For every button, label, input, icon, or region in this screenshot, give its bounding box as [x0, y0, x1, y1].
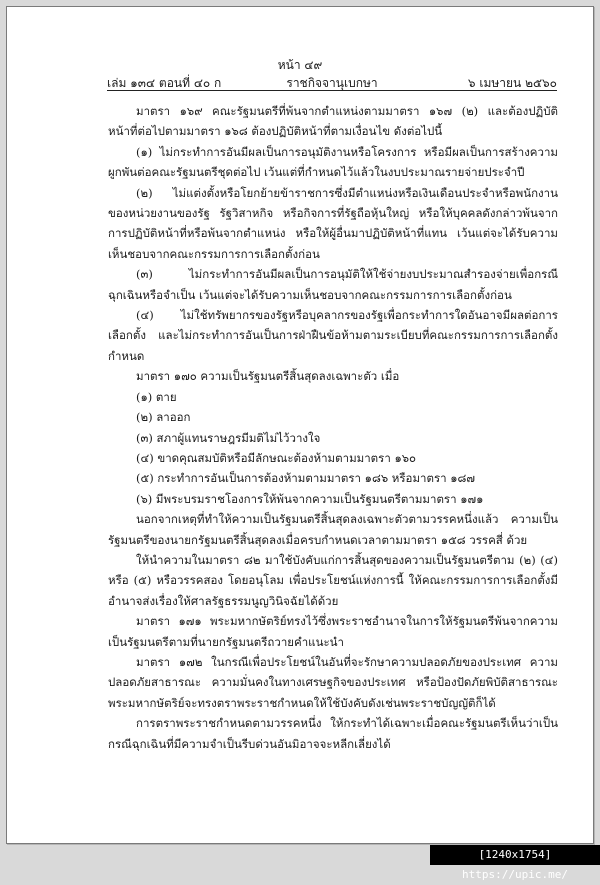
paragraph: (๒) ลาออก	[136, 410, 191, 425]
paragraph: (๖) มีพระบรมราชโองการให้พ้นจากความเป็นรัฐมนตรีตามมาตรา ๑๗๑	[136, 491, 484, 506]
paragraph: การตราพระราชกำหนดตามวรรคหนึ่ง ให้กระทำได้เฉพาะเมื่อคณะรัฐมนตรีเห็นว่าเป็นกรณีฉุกเฉินที่มีความจำเป็นรีบด่วนอันมิอาจจะหลีกเลี่ยงได้	[108, 716, 558, 751]
gazette-header	[107, 74, 557, 91]
paragraph: ให้นำความในมาตรา ๘๒ มาใช้บังคับแก่การสิ้นสุดของความเป็นรัฐมนตรีตาม (๒) (๔) หรือ (๕) หรือวรรคสอง โดยอนุโลม เพื่อประโยชน์แห่งการนี้ ให้คณะกรรมการการเลือกตั้งมีอำนาจส่งเรื่องให้ศาลรัฐธรรมนูญวินิจฉัยได้ด้วย	[108, 552, 558, 608]
paragraph: (๕) กระทำการอันเป็นการต้องห้ามตามมาตรา ๑๘๖ หรือมาตรา ๑๘๗	[136, 471, 476, 486]
page-number: หน้า ๔๙	[277, 58, 323, 72]
volume-info: เล่ม ๑๓๔ ตอนที่ ๔๐ ก	[107, 76, 222, 90]
paragraph: (๑) ตาย	[136, 389, 177, 404]
image-size-watermark: [1240x1754] https://upic.me/	[430, 845, 600, 865]
paragraph: (๔) ไม่ใช้ทรัพยากรของรัฐหรือบุคลากรของรัฐเพื่อกระทำการใดอันอาจมีผลต่อการเลือกตั้ง และไม่กระทำการอันเป็นการฝ่าฝืนข้อห้ามตามระเบียบที่คณะกรรมการการเลือกตั้งกำหนด	[108, 308, 558, 363]
paragraph: มาตรา ๑๖๙ คณะรัฐมนตรีที่พ้นจากตำแหน่งตามมาตรา ๑๖๗ (๒) และต้องปฏิบัติหน้าที่ต่อไปตามมาตรา ๑๖๘ ต้องปฏิบัติหน้าที่ตามเงื่อนไข ดังต่อไปนี้	[108, 104, 558, 139]
paragraph: (๒) ไม่แต่งตั้งหรือโยกย้ายข้าราชการซึ่งมีตำแหน่งหรือเงินเดือนประจำหรือพนักงานของหน่วยงานของรัฐ รัฐวิสาหกิจ หรือกิจการที่รัฐถือหุ้นใหญ่ หรือให้บุคคลดังกล่าวพ้นจากการปฏิบัติหน้าที่หรือพ้นจากตำแหน่ง หรือให้ผู้อื่นมาปฏิบัติหน้าที่แทน เว้นแต่จะได้รับความเห็นชอบจากคณะกรรมการการเลือกตั้งก่อน	[108, 185, 558, 261]
paragraph: (๓) สภาผู้แทนราษฎรมีมติไม่ไว้วางใจ	[136, 430, 321, 445]
paragraph: มาตรา ๑๗๒ ในกรณีเพื่อประโยชน์ในอันที่จะรักษาความปลอดภัยของประเทศ ความปลอดภัยสาธารณะ ความมั่นคงในทางเศรษฐกิจของประเทศ หรือป้องปัดภัยพิบัติสาธารณะ พระมหากษัตริย์จะทรงตราพระราชกำหนดให้ใช้บังคับดังเช่นพระราชบัญญัติก็ได้	[108, 654, 558, 710]
gazette-name: ราชกิจจานุเบกษา	[286, 76, 378, 90]
paragraph: มาตรา ๑๗๐ ความเป็นรัฐมนตรีสิ้นสุดลงเฉพาะตัว เมื่อ	[136, 369, 400, 384]
issue-date: ๖ เมษายน ๒๕๖๐	[467, 76, 557, 90]
paragraph: นอกจากเหตุที่ทำให้ความเป็นรัฐมนตรีสิ้นสุดลงเฉพาะตัวตามวรรคหนึ่งแล้ว ความเป็นรัฐมนตรีของนายกรัฐมนตรีสิ้นสุดลงเมื่อครบกำหนดเวลาตามมาตรา ๑๕๘ วรรคสี่ ด้วย	[108, 512, 558, 547]
paragraph: (๓) ไม่กระทำการอันมีผลเป็นการอนุมัติให้ใช้จ่ายงบประมาณสำรองจ่ายเพื่อกรณีฉุกเฉินหรือจำเป็น เว้นแต่จะได้รับความเห็นชอบจากคณะกรรมการการเลือกตั้งก่อน	[108, 267, 558, 302]
paragraph: (๑) ไม่กระทำการอันมีผลเป็นการอนุมัติงานหรือโครงการ หรือมีผลเป็นการสร้างความผูกพันต่อคณะรัฐมนตรีชุดต่อไป เว้นแต่ที่กำหนดไว้แล้วในงบประมาณรายจ่ายประจำปี	[108, 144, 558, 180]
document-body	[108, 101, 558, 754]
paragraph: (๔) ขาดคุณสมบัติหรือมีลักษณะต้องห้ามตามมาตรา ๑๖๐	[136, 450, 417, 465]
paragraph: มาตรา ๑๗๑ พระมหากษัตริย์ทรงไว้ซึ่งพระราชอำนาจในการให้รัฐมนตรีพ้นจากความเป็นรัฐมนตรีตามที่นายกรัฐมนตรีถวายคำแนะนำ	[108, 614, 558, 649]
